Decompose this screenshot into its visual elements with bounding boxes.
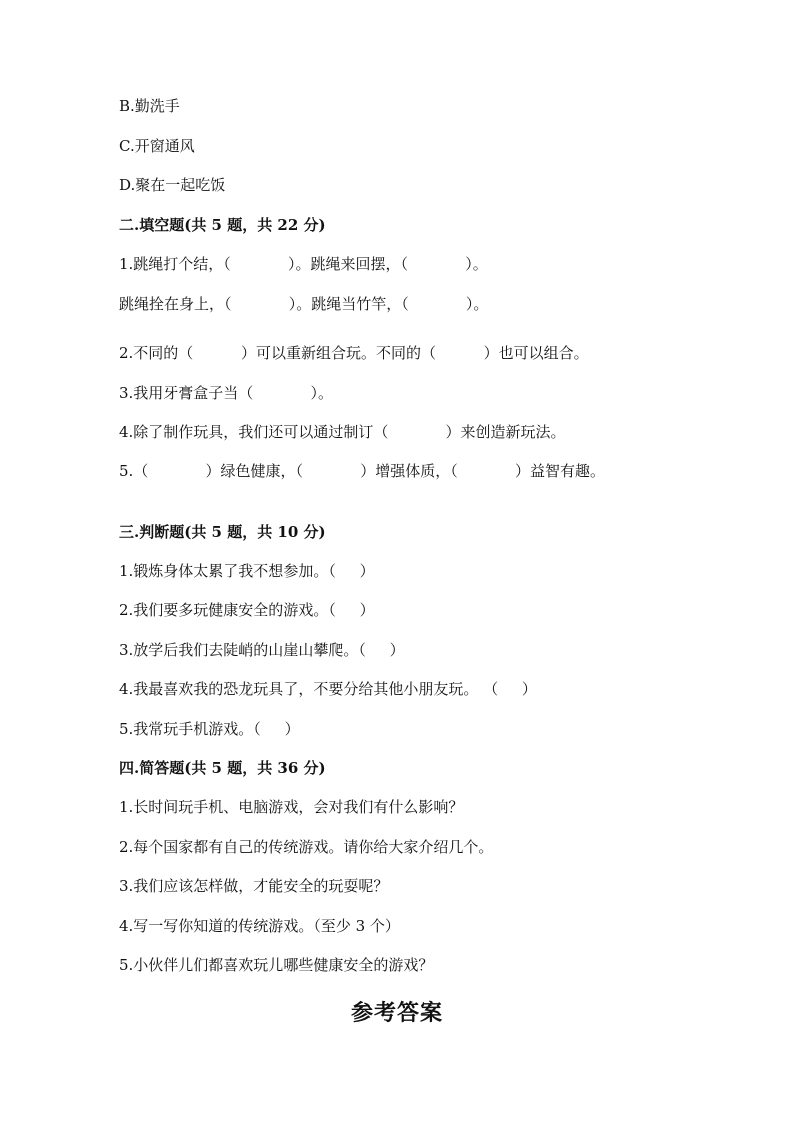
true-false-q5: 5.我常玩手机游戏。（ ） (119, 720, 300, 738)
true-false-q3: 3.放学后我们去陡峭的山崖山攀爬。（ ） (119, 641, 405, 659)
fill-blank-q1-line1: 1.跳绳打个结，（ ）。跳绳来回摆，（ ）。 (119, 255, 488, 273)
true-false-q1: 1.锻炼身体太累了我不想参加。（ ） (119, 562, 375, 580)
answer-key-title: 参考答案 (350, 1000, 443, 1026)
section-heading-short-answer: 四.简答题(共 5 题，共 36 分) (119, 759, 326, 777)
true-false-q4: 4.我最喜欢我的恐龙玩具了，不要分给其他小朋友玩。 （ ） (119, 680, 537, 698)
option-d: D.聚在一起吃饭 (119, 176, 226, 194)
short-answer-q5: 5.小伙伴儿们都喜欢玩儿哪些健康安全的游戏？ (119, 956, 434, 974)
fill-blank-q1-line2: 跳绳拴在身上，（ ）。跳绳当竹竿，（ ）。 (119, 295, 489, 313)
fill-blank-q4: 4.除了制作玩具，我们还可以通过制订（ ）来创造新玩法。 (119, 423, 566, 441)
fill-blank-q2: 2.不同的（ ）可以重新组合玩。不同的（ ）也可以组合。 (119, 344, 589, 362)
option-b: B.勤洗手 (119, 97, 180, 115)
short-answer-q4: 4.写一写你知道的传统游戏。（至少 3 个） (119, 917, 400, 935)
section-heading-true-false: 三.判断题(共 5 题，共 10 分) (119, 523, 326, 541)
section-heading-fill-blank: 二.填空题(共 5 题，共 22 分) (119, 216, 326, 234)
short-answer-q3: 3.我们应该怎样做，才能安全的玩耍呢？ (119, 877, 389, 895)
true-false-q2: 2.我们要多玩健康安全的游戏。（ ） (119, 601, 375, 619)
option-c: C.开窗通风 (119, 137, 195, 155)
short-answer-q2: 2.每个国家都有自己的传统游戏。请你给大家介绍几个。 (119, 838, 494, 856)
fill-blank-q3: 3.我用牙膏盒子当（ ）。 (119, 384, 334, 402)
fill-blank-q5: 5.（ ）绿色健康，（ ）增强体质，（ ）益智有趣。 (119, 462, 605, 480)
short-answer-q1: 1.长时间玩手机、电脑游戏，会对我们有什么影响？ (119, 798, 464, 816)
